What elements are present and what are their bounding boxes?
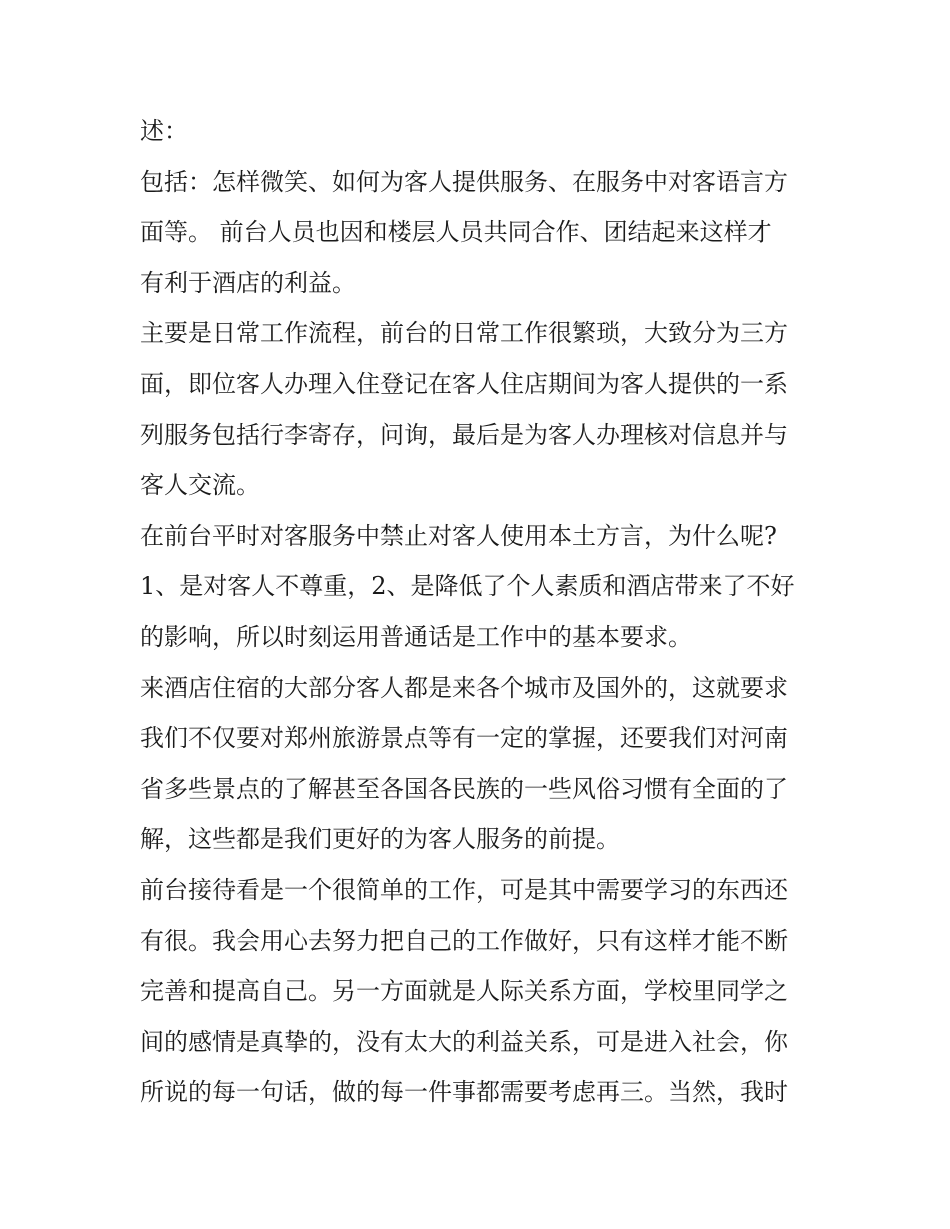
- text-line: 客人交流。: [140, 471, 260, 500]
- text-line: 我们不仅要对郑州旅游景点等有一定的掌握，还要我们对河南: [140, 724, 788, 753]
- text-line: 主要是日常工作流程，前台的日常工作很繁琐，大致分为三方: [140, 319, 788, 348]
- text-line: 在前台平时对客服务中禁止对客人使用本土方言，为什么呢?: [140, 521, 777, 550]
- text-line: 1、是对客人不尊重，2、是降低了个人素质和酒店带来了不好: [140, 572, 795, 601]
- text-line: 面，即位客人办理入住登记在客人住店期间为客人提供的一系: [140, 369, 788, 398]
- text-line: 的影响，所以时刻运用普通话是工作中的基本要求。: [140, 622, 692, 651]
- text-line: 前台接待看是一个很简单的工作，可是其中需要学习的东西还: [140, 875, 788, 904]
- text-line: 述：: [140, 117, 188, 145]
- text-line: 列服务包括行李寄存，问询，最后是为客人办理核对信息并与: [140, 420, 788, 449]
- text-line: 包括：怎样微笑、如何为客人提供服务、在服务中对客语言方: [140, 167, 788, 196]
- text-line: 省多些景点的了解甚至各国各民族的一些风俗习惯有全面的了: [140, 774, 788, 803]
- text-line: 有很。我会用心去努力把自己的工作做好，只有这样才能不断: [140, 926, 788, 955]
- document-body: [140, 106, 820, 1118]
- text-line: 解，这些都是我们更好的为客人服务的前提。: [140, 825, 620, 854]
- text-line: 有利于酒店的利益。: [140, 268, 356, 297]
- text-line: 面等。 前台人员也因和楼层人员共同合作、团结起来这样才: [140, 218, 772, 247]
- text-line: 间的感情是真挚的，没有太大的利益关系，可是进入社会，你: [140, 1027, 788, 1056]
- text-line: 来酒店住宿的大部分客人都是来各个城市及国外的，这就要求: [140, 673, 788, 702]
- text-line: 完善和提高自己。另一方面就是人际关系方面，学校里同学之: [140, 977, 788, 1006]
- text-line: 所说的每一句话，做的每一件事都需要考虑再三。当然，我时: [140, 1078, 788, 1107]
